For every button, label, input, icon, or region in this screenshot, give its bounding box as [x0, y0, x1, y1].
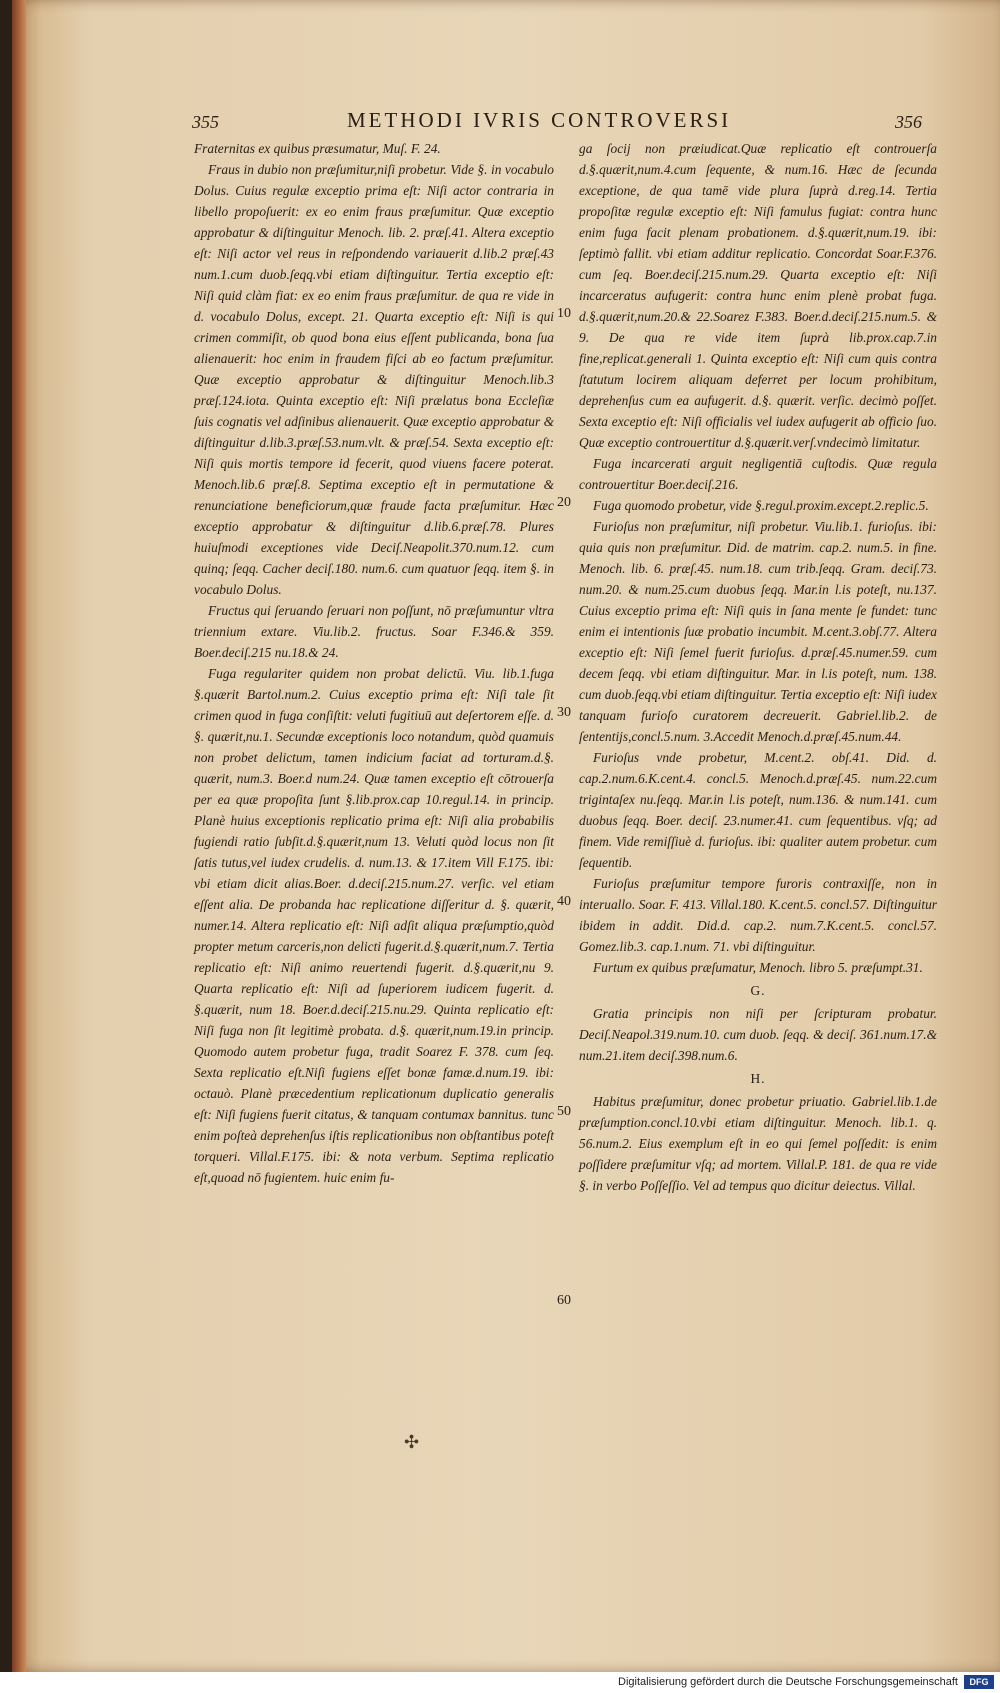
dfg-logo: DFG: [964, 1675, 994, 1689]
line-number: 60: [557, 1293, 571, 1308]
paragraph: Furtum ex quibus præſumatur, Menoch. libro 5. præſumpt.31.: [593, 960, 923, 975]
right-column: [579, 138, 937, 1196]
line-number: 50: [557, 1104, 571, 1119]
footer-bar: [0, 1672, 1000, 1693]
paragraph: Fructus qui ſeruando ſeruari non poſſunt, nō præſumuntur vltra triennium extare. Viu.lib.2. fructus. Soar F.346.& 359. Boer.deciſ.215 nu.18.& 24.: [194, 603, 554, 660]
line-number: 10: [557, 306, 571, 321]
running-header: [192, 108, 922, 138]
paragraph: Furioſus præſumitur tempore furoris contraxiſſe, non in interuallo. Soar. F. 413. Villal.180. K.cent.5. concl.57. Diſtinguitur ibidem in addit. Did.d. cap.2. num.7.K.cent.5. concl.57. Gomez.lib.3. cap.1.num. 71. vbi diſtinguitur.: [579, 876, 937, 954]
page-edge: [12, 0, 26, 1672]
paragraph: Furioſus vnde probetur, M.cent.2. obſ.41. Did. d. cap.2.num.6.K.cent.4. concl.5. Menoch.d.præſ.45. num.22.cum trigintaſex nu.ſeqq. Mar.in l.is poteſt, num.136. & num.141. cum duobus ſeqq. Boer. deciſ. 23.numer.41. cum ſequentibus. vſq; ad finem. Vide remiſſiuè d. furioſus. ibi: qualiter autem probetur. cum ſequentib.: [579, 750, 937, 870]
paragraph: Fraternitas ex quibus præsumatur, Muſ. F. 24.: [194, 141, 441, 156]
paragraph: Fuga regulariter quidem non probat delictū. Viu. lib.1.fuga §.quærit Bartol.num.2. Cuius exceptio prima eſt: Niſi tale ſit crimen quod in fuga conſiſtit: veluti fugitiuū aut deſertorem eſſe. d. §. quærit,nu.1. Secundæ exceptionis loco notandum, quòd quamuis non probet delictum, tamen indicium faciat ad torturam.d.§. quærit, num.3. Boer.d num.24. Quæ tamen exceptio eſt cōtrouerſa per ea quæ propoſita ſunt §.lib.prox.cap 10.regul.14. in princip. Planè huius exceptionis replicatio prima eſt: Niſi alia probabilis fugiendi ratio ſubſit.d.§.quærit,num 13. Veluti quòd locus non ſit ſatis tutus,vel iudex crudelis. d. num.13. & 17.item Vill F.175. ibi: vbi etiam dicit alias.Boer. d.deciſ.215.num.27. verſic. vel etiam eſſent alia. De probanda hac replicatione diſſeritur d. §. quærit, numer.14. Altera replicatio eſt: Niſi adſit aliqua præſumptio,quòd propter metum carceris,non delicti fugerit.d.§.quærit,num.7. Tertia replicatio eſt: Niſi animo reuertendi fugerit. d.§.quærit,nu 9. Quarta replicatio eſt: Niſi ad ſuperiorem iudicem fugerit. d. §.quærit, num 18. Boer.d.deciſ.215.nu.29. Quinta replicatio eſt: Niſi fuga non ſit legitimè probata. d.§. quærit,num.19.in princip. Quomodo autem probetur fuga, tradit Soarez F. 378. cum ſeq. Sexta replicatio eſt.Niſi fugiens eſſet bonæ famæ.d.num.19. ibi: octauò. Planè præcedentium replicationum duplicatio generalis eſt: Niſi fugiens fuerit citatus, & tanquam contumax bannitus. tunc enim poſteà deprehenſus iſtis replicationibus non obſtantibus poteſt torqueri. Villal.F.175. ibi: & nota verbum. Septima replicatio eſt,quoad nō fugientem. huic enim fu-: [194, 666, 554, 1185]
paragraph: Fraus in dubio non præſumitur,niſi probetur. Vide §. in vocabulo Dolus. Cuius regulæ exceptio prima eſt: Niſi actor contraria in libello propoſuerit: ex eo enim fraus præſumitur. Quæ exceptio approbatur & diſtinguitur Menoch. lib. 2. præſ.41. Altera exceptio eſt: Niſi actor vel reus in reſpondendo variauerit d.lib.2 præſ.43 num.1.cum duob.ſeqq.vbi etiam diſtinguitur. Tertia exceptio eſt: Niſi quid clàm fiat: ex eo enim fraus præſumitur. de qua re vide in d. vocabulo Dolus, except. 21. Quarta exceptio eſt: Niſi is qui crimen commiſit, ob quod bona eius eſſent publicanda, bona ſua alienauerit: hoc enim in fraudem fiſci ab eo factum præſumitur. Quæ exceptio approbatur & diſtinguitur Menoch.lib.3 præſ.124.iota. Quinta exceptio eſt: Niſi prælatus bona Eccleſiæ ſuis cognatis vel adſinibus alienauerit. Quæ exceptio approbatur & diſtinguitur d.lib.3.præſ.53.num.vlt. & præſ.54. Sexta exceptio eſt: Niſi quis mortis tempore id fecerit, quod viuens facere poterat. Menoch.lib.6 præſ.8. Septima exceptio eſt in permutatione & renunciatione beneficiorum,quæ fraude facta præſumitur. Hæc exceptio approbatur & diſtinguitur d.lib.6.præſ.78. Plures huiuſmodi exceptiones vide Deciſ.Neapolit.370.num.12. cum quinq; ſeqq. Cacher deciſ.180. num.6. cum quatuor ſeqq. item §. in vocabulo Dolus.: [194, 162, 554, 597]
header-title: METHODI IVRIS CONTROVERSI: [347, 108, 732, 132]
left-column: [194, 138, 554, 1188]
line-number: 20: [557, 495, 571, 510]
paragraph: Gratia principis non niſi per ſcripturam probatur. Deciſ.Neapol.319.num.10. cum duob. ſeqq. & deciſ. 361.num.17.& num.21.item deciſ.398.num.6.: [579, 1006, 937, 1063]
paragraph: Furioſus non præſumitur, niſi probetur. Viu.lib.1. furioſus. ibi: quia quis non præſumitur. Did. de matrim. cap.2. num.5. in fine. Menoch. lib. 6. præſ.45. num.18. cum trib.ſeqq. Gram. deciſ.73. num.20. & num.25.cum duobus ſeqq. Mar.in l.is poteſt, nu.137. Cuius exceptio prima eſt: Niſi quis in ſana mente ſe fundet: tunc enim ei intentionis ſuæ probatio incumbit. M.cent.3.obſ.77. Altera exceptio eſt: Niſi ſemel fuerit furioſus. d.præſ.45.numer.59. cum decem ſeqq. vbi etiam diſtinguitur. Mar. in l.is poteſt, num. 138. cum duob.ſeqq.vbi etiam diſtinguitur. Tertia exceptio eſt: Niſi iudex tanquam furioſo curatorem decreuerit. Gabriel.lib.2. de ſententijs,concl.5.num. 3.Accedit Menoch.d.præſ.45.num.44.: [579, 519, 937, 744]
footer-text: Digitalisierung gefördert durch die Deutsche Forschungsgemeinschaft: [618, 1676, 958, 1688]
paragraph: Fuga incarcerati arguit negligentiā cuſtodis. Quæ regula controuertitur Boer.deciſ.216.: [579, 456, 937, 492]
paragraph: Habitus præſumitur, donec probetur priuatio. Gabriel.lib.1.de præſumption.concl.10.vbi etiam diſtinguitur. Menoch. lib.1. q. 56.num.2. Eius exemplum eſt in eo qui ſemel poſſedit: is enim poſſidere præſumitur vſq; ad mortem. Villal.P. 181. de qua re vide §. in verbo Poſſeſſio. Vel ad tempus quo dicitur deiectus. Villal.: [579, 1094, 937, 1193]
page-number-right: 356: [895, 112, 922, 132]
book-page: [12, 0, 1000, 1672]
section-letter-g: G.: [750, 983, 766, 998]
paragraph: ga ſocij non præiudicat.Quæ replicatio eſt controuerſa d.§.quærit,num.4.cum ſequente, & num.16. Hæc de ſecunda exceptione, de qua tamē vide plura ſuprà d.reg.14. Tertia propoſitæ regulæ exceptio eſt: Niſi famulus fugiat: contra hunc enim fuga facit plenam probationem. d.§.quærit,num.19. ibi: ſeptimò fallit. vbi etiam additur replicatio. Concordat Soar.F.376. cum ſeq. Boer.deciſ.215.num.29. Quarta exceptio eſt: Niſi incarceratus aufugerit: contra hunc enim plenè probat fuga. d.§.quærit,num.20.& 22.Soarez F.383. Boer.d.deciſ.215.num.5. & 9. De qua re vide item ſuprà lib.prox.cap.7.in fine,replicat.generali 1. Quinta exceptio eſt: Niſi cum quis contra ſtatutum locirem aliquam deferret per locum prohibitum, deprehenſus cum ea aufugerit. d.§. quærit. verſic. decimò poſſet. Sexta exceptio eſt: Niſi officialis vel iudex aufugerit ab officio ſuo. Quæ exceptio controuertitur d.§.quærit.verſ.vndecimò limitatur.: [579, 141, 937, 450]
page-number-left: 355: [192, 112, 219, 132]
line-number: 40: [557, 894, 571, 909]
line-number: 30: [557, 705, 571, 720]
paragraph: Fuga quomodo probetur, vide §.regul.proxim.except.2.replic.5.: [593, 498, 929, 513]
ornament-icon: ✣: [404, 1432, 420, 1452]
section-letter-h: H.: [750, 1071, 766, 1086]
